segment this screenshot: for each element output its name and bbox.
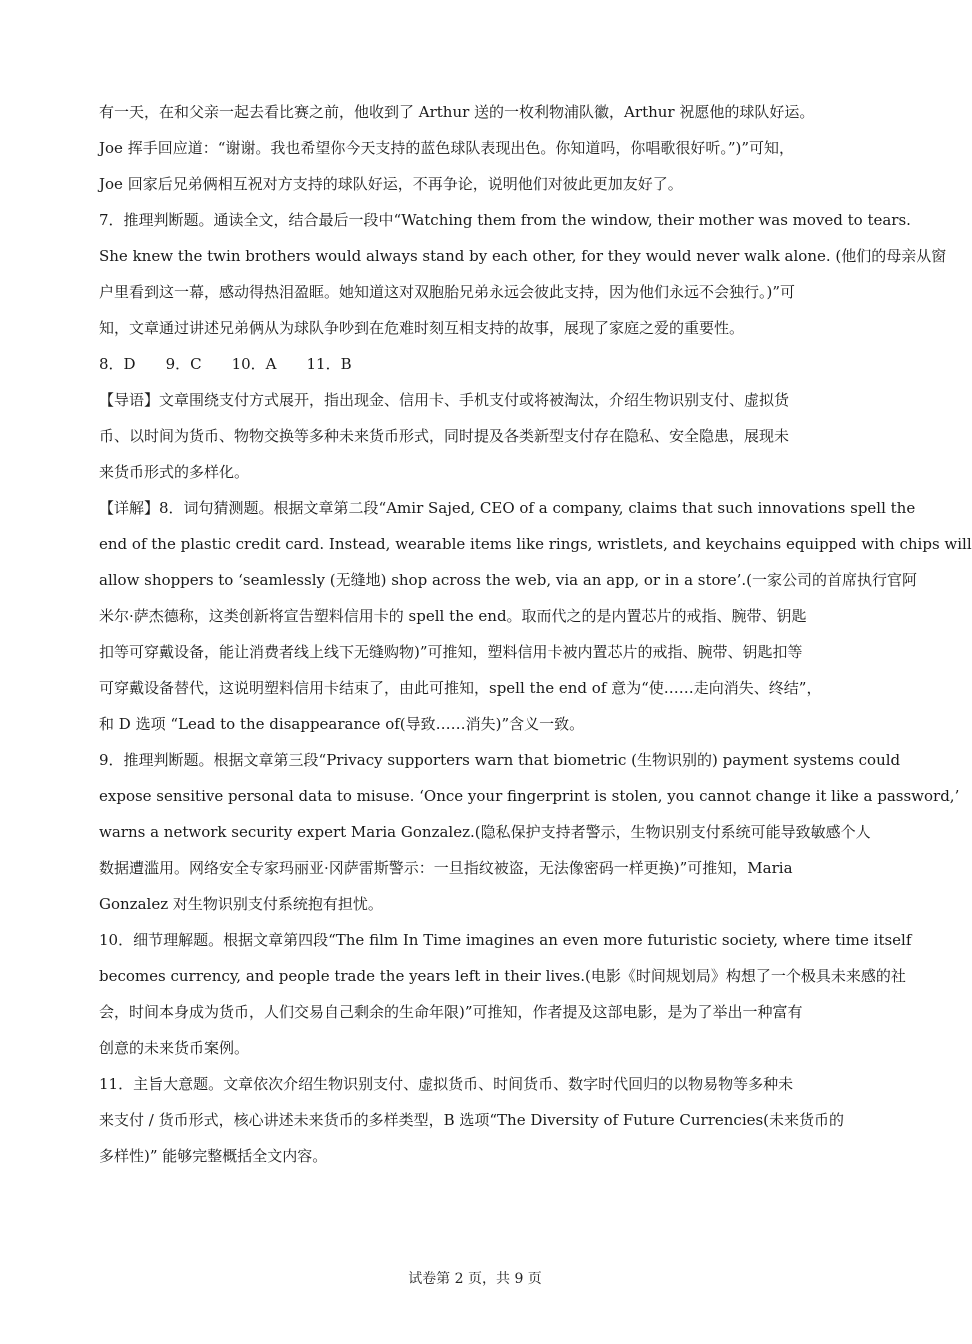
paragraph xyxy=(99,382,854,490)
text-line: Gonzalez 对生物识别支付系统抱有担忧。 xyxy=(99,895,383,913)
text-line: warns a network security expert Maria Gonzalez.(隐私保护支持者警示，生物识别支付系统可能导致敏感个人 xyxy=(99,823,871,841)
text-line: 【详解】8．词句猜测题。根据文章第二段“Amir Sajed, CEO of a company, claims that such innovations spell the xyxy=(99,499,916,517)
text-line: 创意的未来货币案例。 xyxy=(99,1039,250,1057)
text-line: Joe 挥手回应道：“谢谢。我也希望你今天支持的蓝色球队表现出色。你知道吗，你唱歌很好听。”)”可知， xyxy=(99,139,795,157)
paragraph xyxy=(99,490,972,742)
text-line: 有一天，在和父亲一起去看比赛之前，他收到了 Arthur 送的一枚利物浦队徽，Arthur 祝愿他的球队好运。 xyxy=(99,103,815,121)
text-line: expose sensitive personal data to misuse. ‘Once your fingerprint is stolen, you cannot change it like a password,’ xyxy=(99,787,960,805)
text-line: 来货币形式的多样化。 xyxy=(99,463,250,481)
text-line: 知，文章通过讲述兄弟俩从为球队争吵到在危难时刻互相支持的故事，展现了家庭之爱的重要性。 xyxy=(99,319,745,337)
text-line: 扣等可穿戴设备，能让消费者线上线下无缝购物)”可推知，塑料信用卡被内置芯片的戒指、腕带、钥匙扣等 xyxy=(99,643,803,661)
text-line: 11．主旨大意题。文章依次介绍生物识别支付、虚拟货币、时间货币、数字时代回归的以物易物等多种未 xyxy=(99,1075,794,1093)
text-line: 来支付 / 货币形式，核心讲述未来货币的多样类型，B 选项“The Diversity of Future Currencies(未来货币的 xyxy=(99,1111,845,1129)
text-line: 数据遭滥用。网络安全专家玛丽亚·冈萨雷斯警示：一旦指纹被盗，无法像密码一样更换)”可推知，Maria xyxy=(99,859,793,877)
text-line: 户里看到这一幕，感动得热泪盈眶。她知道这对双胞胎兄弟永远会彼此支持，因为他们永远不会独行。)”可 xyxy=(99,283,796,301)
paragraph xyxy=(99,94,854,202)
text-line: 会，时间本身成为货币，人们交易自己剩余的生命年限)”可推知，作者提及这部电影，是为了举出一种富有 xyxy=(99,1003,803,1021)
text-line: 多样性)” 能够完整概括全文内容。 xyxy=(99,1147,328,1165)
text-line: 和 D 选项 “Lead to the disappearance of(导致……消失)”含义一致。 xyxy=(99,715,585,733)
text-line: 10．细节理解题。根据文章第四段“The film In Time imagines an even more futuristic society, where time itself xyxy=(99,931,912,949)
text-line: 7．推理判断题。通读全文，结合最后一段中“Watching them from the window, their mother was moved to tears. xyxy=(99,211,911,229)
text-line: end of the plastic credit card. Instead, wearable items like rings, wristlets, and keychains equipped with chips will xyxy=(99,535,972,553)
text-line: 8．D 9．C 10．A 11．B xyxy=(99,355,352,373)
paragraph xyxy=(99,742,960,922)
text-line: 可穿戴设备替代，这说明塑料信用卡结束了，由此可推知，spell the end of 意为“使……走向消失、终结”， xyxy=(99,679,822,697)
text-line: 米尔·萨杰德称，这类创新将宣告塑料信用卡的 spell the end。取而代之的是内置芯片的戒指、腕带、钥匙 xyxy=(99,607,807,625)
page-content xyxy=(99,94,972,1174)
page-footer: 试卷第 2 页，共 9 页 xyxy=(408,1271,542,1287)
paragraph xyxy=(99,1066,854,1174)
paragraph xyxy=(99,202,947,346)
paragraph xyxy=(99,922,912,1066)
text-line: Joe 回家后兄弟俩相互祝对方支持的球队好运，不再争论，说明他们对彼此更加友好了。 xyxy=(99,175,683,193)
text-line: 9．推理判断题。根据文章第三段“Privacy supporters warn that biometric (生物识别的) payment systems could xyxy=(99,751,901,769)
text-line: becomes currency, and people trade the years left in their lives.(电影《时间规划局》构想了一个极具未来感的社 xyxy=(99,967,906,985)
text-line: 【导语】文章围绕支付方式展开，指出现金、信用卡、手机支付或将被淘汰，介绍生物识别支付、虚拟货 xyxy=(99,391,790,409)
paragraph xyxy=(99,346,854,382)
text-line: She knew the twin brothers would always stand by each other, for they would never walk alone. (他们的母亲从窗 xyxy=(99,247,947,265)
text-line: 币、以时间为货币、物物交换等多种未来货币形式，同时提及各类新型支付存在隐私、安全隐患，展现未 xyxy=(99,427,790,445)
text-line: allow shoppers to ‘seamlessly (无缝地) shop across the web, via an app, or in a store’.(一家公司的首席执行官阿 xyxy=(99,571,917,589)
